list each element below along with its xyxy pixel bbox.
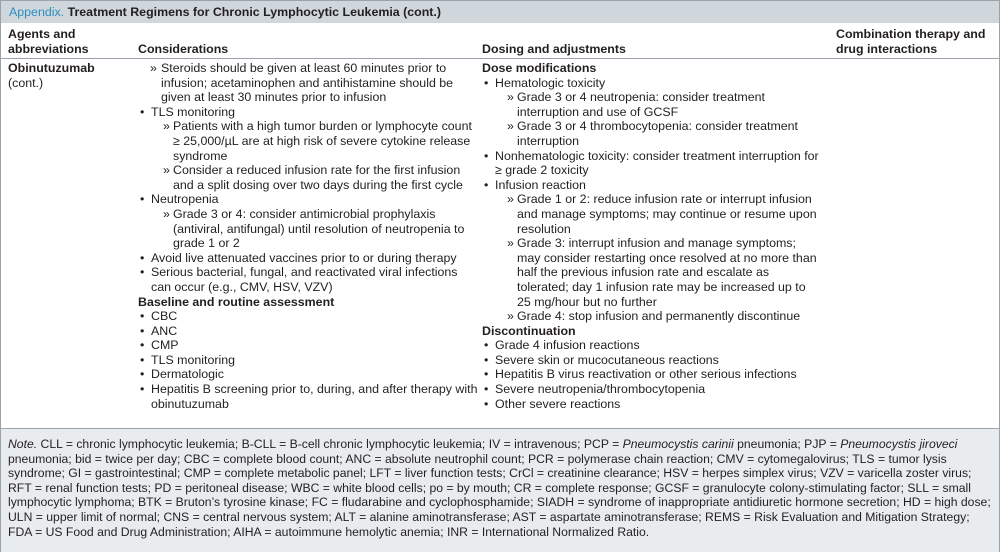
sub-list-item: » Grade 3: interrupt infusion and manage symptoms; may consider restarting once resolved at no more than half the previous infusion rate and escalate as tolerated; day 1 infusion rate may be increased up to 25 mg/hour but no further bbox=[495, 236, 822, 309]
discontinuation-heading: Discontinuation bbox=[482, 323, 576, 338]
list-item: • Other severe reactions bbox=[482, 397, 822, 412]
sub-list-item: » Grade 3 or 4 thrombocytopenia: consider treatment interruption bbox=[495, 119, 822, 148]
sub-list bbox=[495, 90, 822, 148]
dose-modifications-heading: Dose modifications bbox=[482, 61, 597, 75]
agent-cont: (cont.) bbox=[8, 75, 44, 90]
list-item: • ANC bbox=[138, 324, 478, 339]
list-item bbox=[138, 265, 478, 294]
sub-list-item: » Consider a reduced infusion rate for the first infusion and a split dosing over two days during the first cycle bbox=[151, 163, 478, 192]
sub-list-item: » Grade 3 or 4: consider antimicrobial prophylaxis (antiviral, antifungal) until resolution of neutropenia to grade 1 or 2 bbox=[151, 207, 478, 251]
list-item: • Hepatitis B virus reactivation or other serious infections bbox=[482, 367, 822, 382]
appendix-label: Appendix. bbox=[9, 5, 65, 19]
list-item-label: TLS monitoring bbox=[151, 104, 236, 119]
table-title-bar bbox=[1, 1, 999, 23]
sub-list-item: » Patients with a high tumor burden or lymphocyte count ≥ 25,000/µL are at high risk of severe cytokine release syndrome bbox=[151, 119, 478, 163]
list-item-label: Hematologic toxicity bbox=[495, 75, 606, 90]
list-item bbox=[482, 149, 822, 178]
table-note: Note. CLL = chronic lymphocytic leukemia; B-CLL = B-cell chronic lymphocytic leukemia; IV = intravenous; PCP = Pneumocystis carinii pneumonia; PJP = Pneumocystis jiroveci pneumonia; bid = twice per day; CBC = complete blood count; ANC = absolute neutrophil count; PCR = polymerase chain reaction; CMV = cytomegalovirus; TLS = tumor lysis syndrome; GI = gastrointestinal; CMP = complete metabolic panel; LFT = liver function tests; CrCl = creatinine clearance; HSV = herpes simplex virus; VZV = varicella zoster virus; RFT = renal function tests; PD = peritoneal disease; WBC = white blood cells; po = by mouth; CR = complete response; GCSF = granulocyte colony-stimulating factor; SLL = small lymphocytic lymphoma; BTK = Bruton’s tyrosine kinase; FC = fludarabine and cyclophosphamide; SIADH = syndrome of inappropriate antidiuretic hormone secretion; HD = high dose; ULN = upper limit of normal; CNS = central nervous system; ALT = alanine aminotransferase; AST = aspartate aminotransferase; REMS = Risk Evaluation and Mitigation Strategy; FDA = US Food and Drug Administration; AIHA = autoimmune hemolytic anemia; INR = International Normalized Ratio. bbox=[1, 428, 999, 552]
list-item: • CMP bbox=[138, 338, 478, 353]
list-item: • Grade 4 infusion reactions bbox=[482, 338, 822, 353]
header-considerations: Considerations bbox=[138, 42, 229, 56]
dose-modifications-list bbox=[482, 76, 822, 324]
note-label: Note. bbox=[8, 437, 38, 451]
header-combination: Combination therapy and drug interactions bbox=[836, 27, 986, 56]
column-header-row bbox=[1, 23, 999, 59]
list-item: • Hepatitis B screening prior to, during, and after therapy with obinutuzumab bbox=[138, 382, 478, 411]
header-dosing: Dosing and adjustments bbox=[482, 42, 626, 56]
header-agents: Agents and abbreviations bbox=[8, 27, 89, 56]
discontinuation-list bbox=[482, 338, 822, 411]
list-item-label: Neutropenia bbox=[151, 192, 219, 207]
table-title: Treatment Regimens for Chronic Lymphocytic Leukemia (cont.) bbox=[67, 5, 441, 19]
list-item bbox=[138, 251, 478, 266]
agent-cell bbox=[8, 61, 133, 90]
sub-list-item: » Grade 3 or 4 neutropenia: consider treatment interruption and use of GCSF bbox=[495, 90, 822, 119]
list-item-label: Avoid live attenuated vaccines prior to or during therapy bbox=[151, 250, 457, 265]
list-item bbox=[482, 76, 822, 149]
sub-list-item: » Grade 4: stop infusion and permanently discontinue bbox=[495, 309, 822, 324]
list-item-label: Infusion reaction bbox=[495, 177, 586, 192]
dosing-cell bbox=[482, 61, 822, 411]
agent-name: Obinutuzumab bbox=[8, 61, 95, 75]
list-item: • Dermatologic bbox=[138, 367, 478, 382]
sub-list bbox=[495, 192, 822, 323]
list-item bbox=[482, 178, 822, 324]
considerations-cell bbox=[138, 61, 478, 411]
list-item: • Severe skin or mucocutaneous reactions bbox=[482, 353, 822, 368]
sub-list bbox=[151, 119, 478, 192]
table-body-row bbox=[1, 59, 999, 428]
list-item: • CBC bbox=[138, 309, 478, 324]
list-item: • TLS monitoring bbox=[138, 353, 478, 368]
sub-list-item: » Grade 1 or 2: reduce infusion rate or interrupt infusion and manage symptoms; may continue or resume upon resolution bbox=[495, 192, 822, 236]
baseline-list bbox=[138, 309, 478, 411]
list-item-label: Nonhematologic toxicity: consider treatment interruption for ≥ grade 2 toxicity bbox=[495, 148, 819, 178]
list-item: • Severe neutropenia/thrombocytopenia bbox=[482, 382, 822, 397]
list-item bbox=[138, 192, 478, 250]
list-item-label: Serious bacterial, fungal, and reactivated viral infections can occur (e.g., CMV, HSV, VZV) bbox=[151, 265, 458, 294]
considerations-list bbox=[138, 105, 478, 295]
list-item bbox=[138, 105, 478, 193]
sub-list-item: » Steroids should be given at least 60 minutes prior to infusion; acetaminophen and antihistamine should be given at least 30 minutes prior to infusion bbox=[138, 61, 478, 105]
sub-list bbox=[151, 207, 478, 251]
considerations-top-list bbox=[138, 61, 478, 105]
baseline-heading: Baseline and routine assessment bbox=[138, 294, 335, 309]
